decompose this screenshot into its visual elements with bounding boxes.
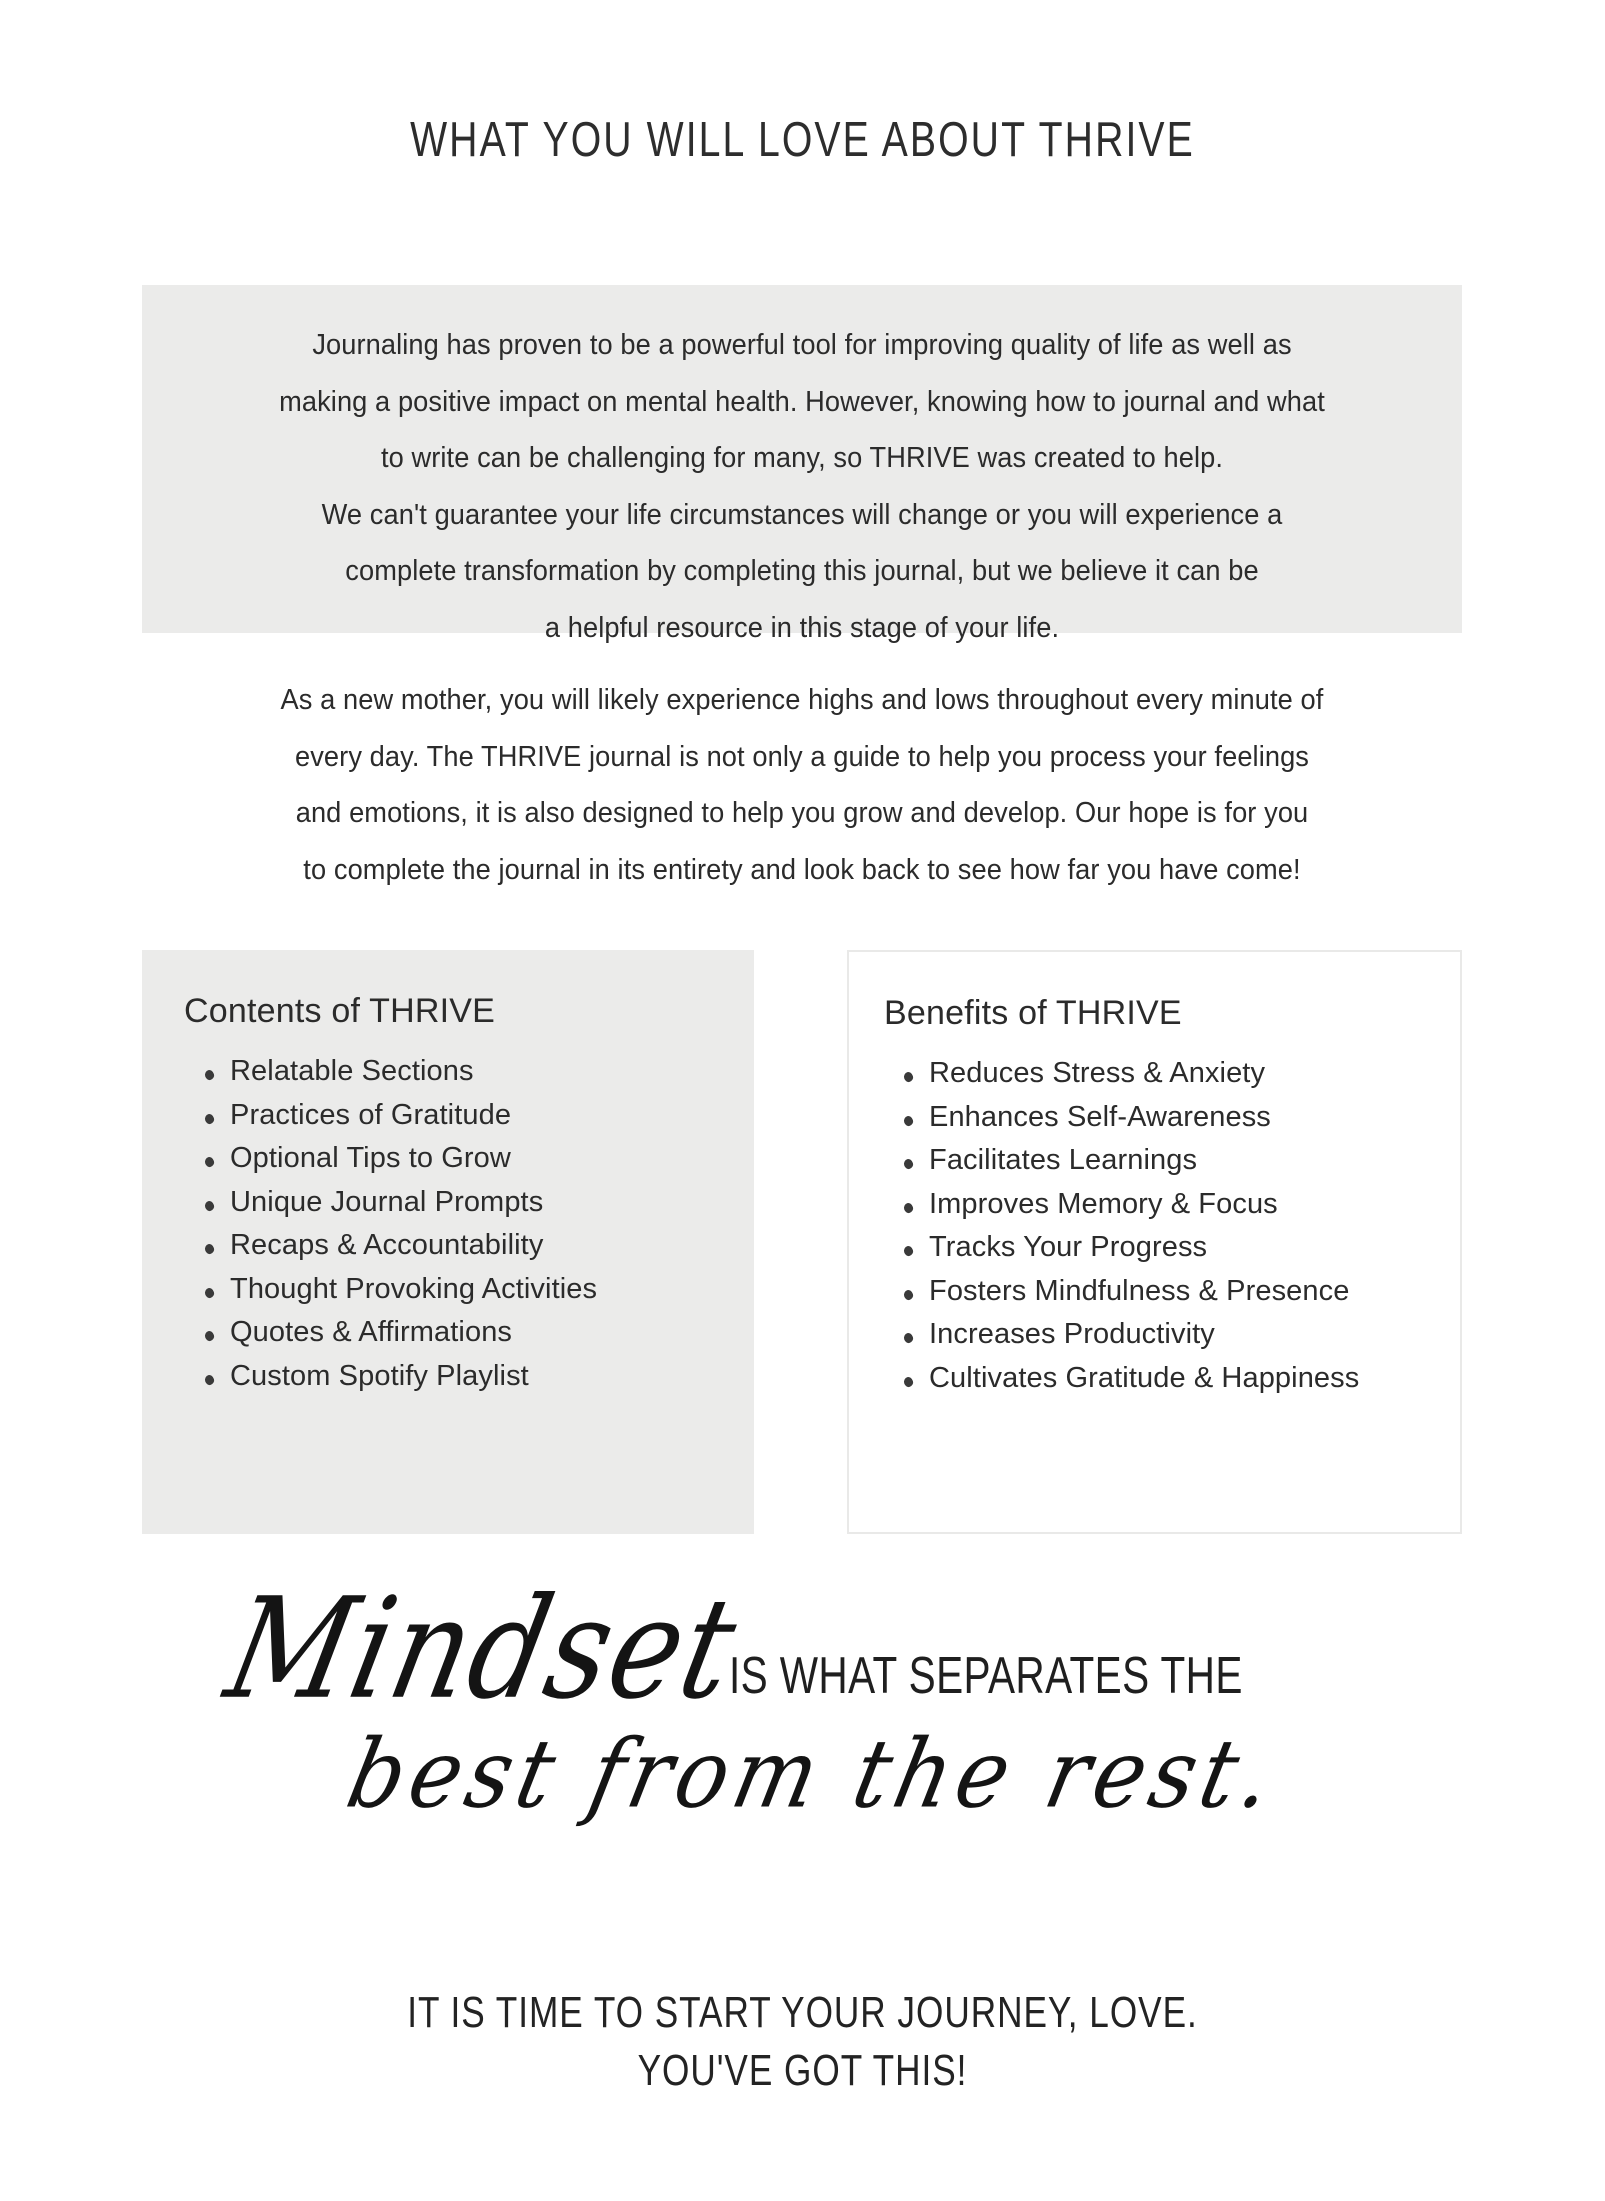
list-item-label: Improves Memory & Focus bbox=[929, 1187, 1278, 1220]
bullet-icon bbox=[903, 1071, 915, 1083]
quote-line-1 bbox=[0, 1566, 1605, 1732]
bullet-icon bbox=[204, 1330, 216, 1342]
bullet-icon bbox=[204, 1286, 216, 1298]
list-item bbox=[172, 1137, 726, 1181]
bullet-icon bbox=[903, 1332, 915, 1344]
footer-call-to-action bbox=[0, 1984, 1605, 2100]
list-item bbox=[172, 1224, 726, 1268]
list-item bbox=[172, 1181, 726, 1225]
body-line: to complete the journal in its entirety and look back to see how far you have come! bbox=[303, 853, 1301, 886]
list-item bbox=[879, 1052, 1432, 1096]
list-item bbox=[172, 1311, 726, 1355]
contents-card bbox=[142, 950, 754, 1534]
list-item-label: Thought Provoking Activities bbox=[230, 1272, 598, 1305]
list-item bbox=[172, 1268, 726, 1312]
list-item-label: Facilitates Learnings bbox=[929, 1144, 1198, 1176]
list-item-label: Reduces Stress & Anxiety bbox=[929, 1057, 1266, 1089]
intro-line: Journaling has proven to be a powerful tool for improving quality of life as well as bbox=[312, 329, 1292, 361]
list-item bbox=[172, 1050, 726, 1094]
quote-script-line: best from the rest. bbox=[337, 1719, 1288, 1830]
bullet-icon bbox=[204, 1243, 216, 1255]
footer-line-1: IT IS TIME TO START YOUR JOURNEY, LOVE. bbox=[407, 1988, 1198, 2037]
body-line: and emotions, it is also designed to help you grow and develop. Our hope is for you bbox=[295, 797, 1309, 829]
bullet-icon bbox=[903, 1245, 915, 1257]
list-item bbox=[172, 1355, 726, 1399]
list-item bbox=[879, 1183, 1432, 1227]
list-item bbox=[879, 1313, 1432, 1357]
list-item-label: Enhances Self-Awareness bbox=[929, 1100, 1271, 1133]
list-item bbox=[879, 1270, 1432, 1314]
intro-line: We can't guarantee your life circumstances will change or you will experience a bbox=[321, 498, 1283, 531]
list-item-label: Quotes & Affirmations bbox=[230, 1316, 513, 1348]
bullet-icon bbox=[903, 1201, 915, 1213]
intro-line: complete transformation by completing this journal, but we believe it can be bbox=[345, 555, 1259, 587]
intro-line: making a positive impact on mental health. However, knowing how to journal and what bbox=[279, 385, 1325, 418]
list-item-label: Increases Productivity bbox=[929, 1318, 1215, 1350]
bullet-icon bbox=[903, 1114, 915, 1126]
benefits-card-heading: Benefits of THRIVE bbox=[884, 994, 1182, 1032]
list-item bbox=[879, 1357, 1432, 1401]
list-item-label: Cultivates Gratitude & Happiness bbox=[929, 1361, 1360, 1394]
list-item-label: Practices of Gratitude bbox=[230, 1098, 512, 1131]
quote-line-2 bbox=[0, 1719, 1605, 1830]
list-item-label: Tracks Your Progress bbox=[929, 1231, 1208, 1263]
intro-highlight-block bbox=[142, 285, 1462, 644]
bullet-icon bbox=[204, 1069, 216, 1081]
intro-line: to write can be challenging for many, so THRIVE was created to help. bbox=[380, 442, 1224, 474]
list-item-label: Fosters Mindfulness & Presence bbox=[929, 1274, 1350, 1307]
bullet-icon bbox=[903, 1158, 915, 1170]
list-item bbox=[172, 1094, 726, 1138]
intro-line: a helpful resource in this stage of your life. bbox=[544, 611, 1060, 644]
benefits-card bbox=[847, 950, 1462, 1534]
list-item-label: Optional Tips to Grow bbox=[230, 1142, 511, 1174]
list-item bbox=[879, 1096, 1432, 1140]
contents-card-heading: Contents of THRIVE bbox=[184, 992, 495, 1030]
body-paragraph bbox=[142, 672, 1462, 898]
bullet-icon bbox=[204, 1199, 216, 1211]
list-item-label: Recaps & Accountability bbox=[230, 1229, 544, 1261]
feature-cards bbox=[142, 950, 1462, 1538]
list-item bbox=[879, 1226, 1432, 1270]
quote-caps-text: IS WHAT SEPARATES THE bbox=[729, 1647, 1243, 1705]
list-item bbox=[879, 1139, 1432, 1183]
contents-list bbox=[172, 1050, 726, 1398]
list-item-label: Custom Spotify Playlist bbox=[230, 1359, 529, 1392]
footer-line-2: YOU'VE GOT THIS! bbox=[637, 2046, 968, 2095]
bullet-icon bbox=[204, 1112, 216, 1124]
bullet-icon bbox=[903, 1288, 915, 1300]
list-item-label: Relatable Sections bbox=[230, 1055, 474, 1087]
quote-script-word: Mindset bbox=[214, 1566, 752, 1730]
bullet-icon bbox=[903, 1375, 915, 1387]
body-line: As a new mother, you will likely experience highs and lows throughout every minute of bbox=[280, 684, 1324, 716]
bullet-icon bbox=[204, 1373, 216, 1385]
bullet-icon bbox=[204, 1156, 216, 1168]
mindset-quote bbox=[0, 1566, 1605, 1960]
list-item-label: Unique Journal Prompts bbox=[230, 1185, 544, 1218]
page-title: WHAT YOU WILL LOVE ABOUT THRIVE bbox=[410, 113, 1195, 167]
benefits-list bbox=[879, 1052, 1432, 1400]
body-line: every day. The THRIVE journal is not only a guide to help you process your feelings bbox=[294, 740, 1310, 773]
